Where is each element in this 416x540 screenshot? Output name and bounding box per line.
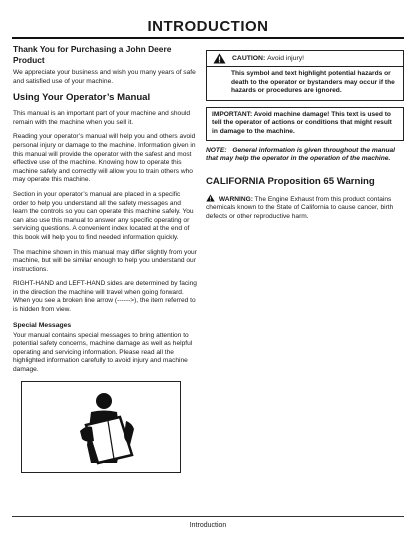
header-divider	[12, 37, 404, 39]
warning-text: The Engine Exhaust from this product contains chemicals known to the State of California to cause cancer, birth defects or other reproductive harm.	[206, 195, 394, 220]
important-text: Avoid machine damage! This text is used to tell the operator of actions or conditions that might result in damage to the machine.	[212, 110, 392, 135]
special-messages-paragraph: Your manual contains special messages to bring attention to potential safety concerns, machine damage as well as helpful operating and servicing information. Please read all the highlighted information carefully to avoid injury and machine damage.	[13, 331, 193, 374]
warning-triangle-icon	[206, 194, 215, 202]
warning-label: WARNING:	[218, 195, 253, 203]
manual-paragraph: Reading your operator’s manual will help you and others avoid personal injury or damage to the machine. Information given in this manual will provide the operator with the safest and most effective use of the machine. Knowing how to operate this machine safely and correctly will allow you to train others who may operate this machine.	[13, 133, 196, 184]
caution-header	[207, 51, 403, 67]
special-messages-heading: Special Messages	[13, 321, 72, 329]
manual-illustration	[21, 381, 181, 473]
right-column	[206, 50, 404, 222]
manual-paragraph: This manual is an important part of your machine and should remain with the machine when you sell it.	[13, 110, 191, 126]
footer-label: Introduction	[189, 522, 227, 529]
caution-text: This symbol and text highlight potential hazards or death to the operator or bystanders may occur if the hazards or procedures are ignored.	[231, 70, 395, 95]
note-text: General information is given throughout the manual that may help the operator in the operation of the machine.	[206, 146, 396, 163]
person-reading-manual-icon	[46, 385, 156, 469]
caution-heading: Avoid injury!	[267, 55, 305, 62]
page-title: INTRODUCTION	[147, 18, 269, 35]
note-paragraph	[206, 147, 404, 164]
thanks-heading: Thank You for Purchasing a John Deere Product	[13, 44, 172, 65]
left-column	[13, 44, 197, 473]
warning-triangle-icon	[213, 53, 226, 64]
caution-box	[206, 50, 404, 101]
manual-paragraph: RIGHT-HAND and LEFT-HAND sides are determined by facing in the direction the machine will travel when going forward. When you see a broken line arrow (------>), the item referred to is hidden from view.	[13, 280, 197, 314]
footer-divider	[12, 516, 404, 517]
thanks-paragraph: We appreciate your business and wish you many years of safe and satisfied use of your machine.	[13, 69, 196, 85]
manual-heading: Using Your Operator’s Manual	[13, 92, 151, 104]
caution-label: CAUTION:	[232, 55, 266, 62]
note-label: NOTE:	[206, 146, 227, 154]
important-label: IMPORTANT:	[212, 110, 253, 118]
california-heading: CALIFORNIA Proposition 65 Warning	[206, 175, 375, 187]
important-box	[206, 107, 404, 141]
manual-paragraph: Section in your operator’s manual are placed in a specific order to help you understand all the safety messages and learn the controls so you can operate this machine safely. You can also use this manual to answer any specific operating or servicing questions. A convenient index located at the end of this book will help you to find needed information quickly.	[13, 190, 194, 241]
manual-paragraph: The machine shown in this manual may differ slightly from your machine, but will be similar enough to help you understand our instructions.	[13, 248, 197, 273]
california-warning	[206, 194, 404, 222]
